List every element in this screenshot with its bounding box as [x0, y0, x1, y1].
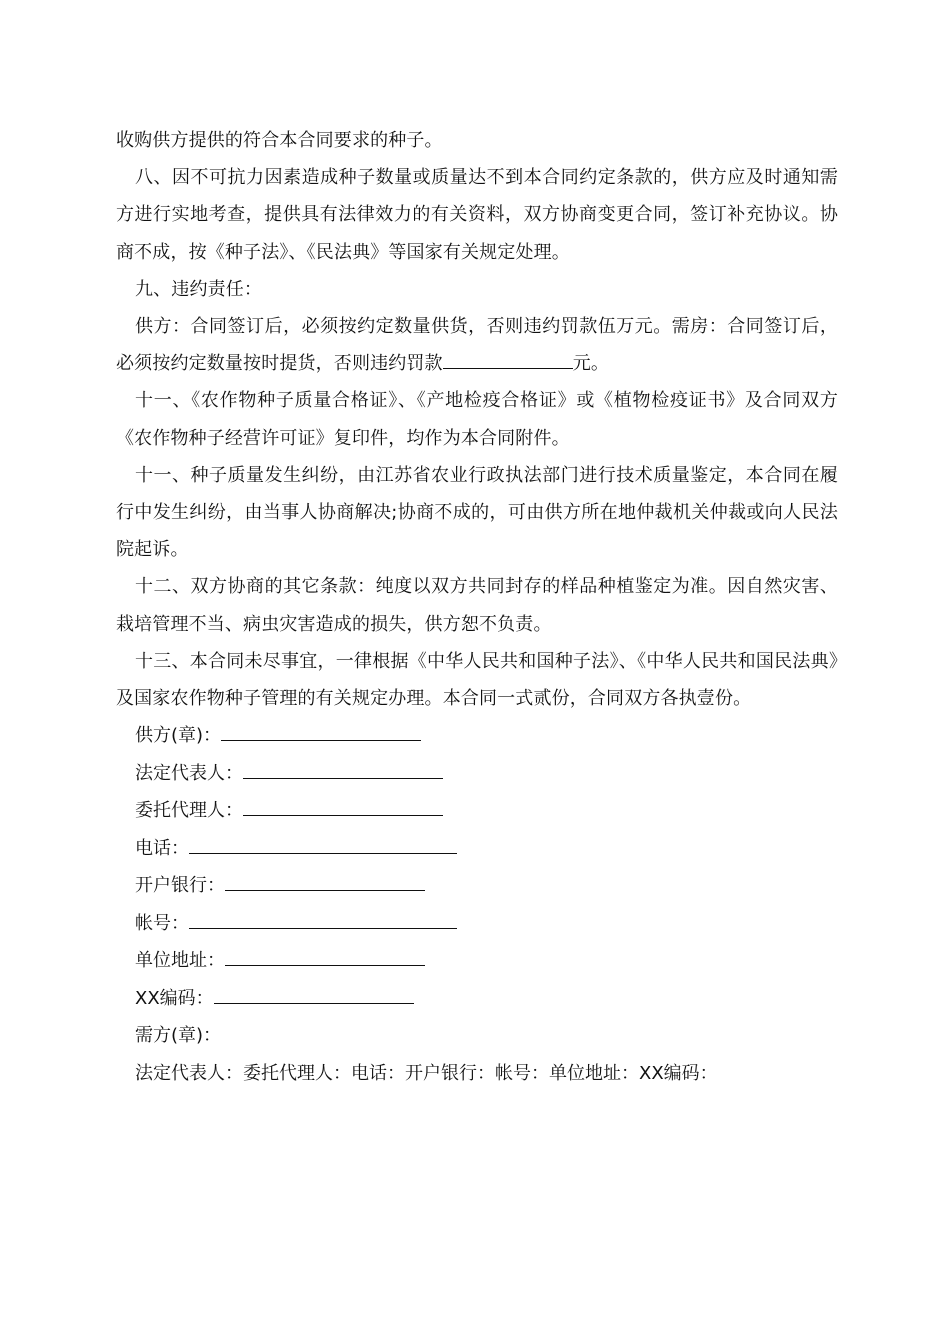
field-label: 供方(章)： — [135, 725, 222, 747]
legal-rep-blank — [243, 762, 443, 779]
field-label: 开户银行： — [135, 875, 225, 897]
legal-rep-field — [116, 755, 838, 793]
field-label: 委托代理人： — [135, 800, 243, 822]
field-label: 需方(章)： — [135, 1025, 222, 1047]
bank-field — [116, 867, 838, 905]
signature-block — [116, 717, 838, 1092]
clause-8: 八、因不可抗力因素造成种子数量或质量达不到本合同约定条款的，供方应及时通知需方进行实地考查，提供具有法律效力的有关资料，双方协商变更合同，签订补充协议。协商不成，按《种子法》、《民法典》等国家有关规定处理。 — [116, 167, 838, 263]
document-page — [116, 122, 838, 1092]
clause-12: 十二、双方协商的其它条款：纯度以双方共同封存的样品种植鉴定为准。因自然灾害、栽培管理不当、病虫灾害造成的损失，供方恕不负责。 — [116, 576, 838, 635]
phone-field — [116, 830, 838, 868]
phone-blank — [189, 837, 457, 854]
paragraph-continuation: 收购供方提供的符合本合同要求的种子。 — [116, 130, 443, 151]
breach-liability-unit: 元。 — [572, 353, 610, 375]
supplier-seal-field — [116, 717, 838, 755]
field-label: 单位地址： — [135, 950, 225, 972]
clause-11-disputes: 十一、种子质量发生纠纷，由江苏省农业行政执法部门进行技术质量鉴定，本合同在履行中发生纠纷，由当事人协商解决;协商不成的，可由供方所在地仲裁机关仲裁或向人民法院起诉。 — [116, 464, 838, 561]
buyer-fields-line: 法定代表人：委托代理人：电话：开户银行：帐号：单位地址：XX编码： — [135, 1062, 718, 1084]
address-field — [116, 942, 838, 980]
breach-liability-text: 供方：合同签订后，必须按约定数量供货，否则违约罚款伍万元。需房：合同签订后，必须按约定数量按时提货，否则违约罚款 — [116, 316, 838, 375]
agent-field — [116, 792, 838, 830]
postcode-blank — [214, 987, 414, 1004]
breach-liability — [116, 308, 838, 382]
clause-13: 十三、本合同未尽事宜，一律根据《中华人民共和国种子法》、《中华人民共和国民法典》及国家农作物种子管理的有关规定办理。本合同一式贰份，合同双方各执壹份。 — [116, 650, 838, 710]
field-label: 法定代表人： — [135, 762, 243, 784]
agent-blank — [243, 799, 443, 816]
field-label: 帐号： — [135, 912, 189, 934]
penalty-amount-blank — [443, 354, 573, 369]
bank-blank — [225, 874, 425, 891]
buyer-seal-field — [116, 1017, 838, 1055]
clause-9-heading: 九、违约责任： — [135, 278, 263, 300]
address-blank — [225, 949, 425, 966]
account-blank — [189, 912, 457, 929]
postcode-field — [116, 980, 838, 1018]
field-label: 电话： — [135, 837, 189, 859]
field-label: XX编码： — [135, 987, 214, 1009]
clause-11-attachments: 十一、《农作物种子质量合格证》、《产地检疫合格证》或《植物检疫证书》及合同双方《农作物种子经营许可证》复印件，均作为本合同附件。 — [116, 390, 838, 449]
supplier-seal-blank — [221, 724, 421, 741]
account-field — [116, 905, 838, 943]
